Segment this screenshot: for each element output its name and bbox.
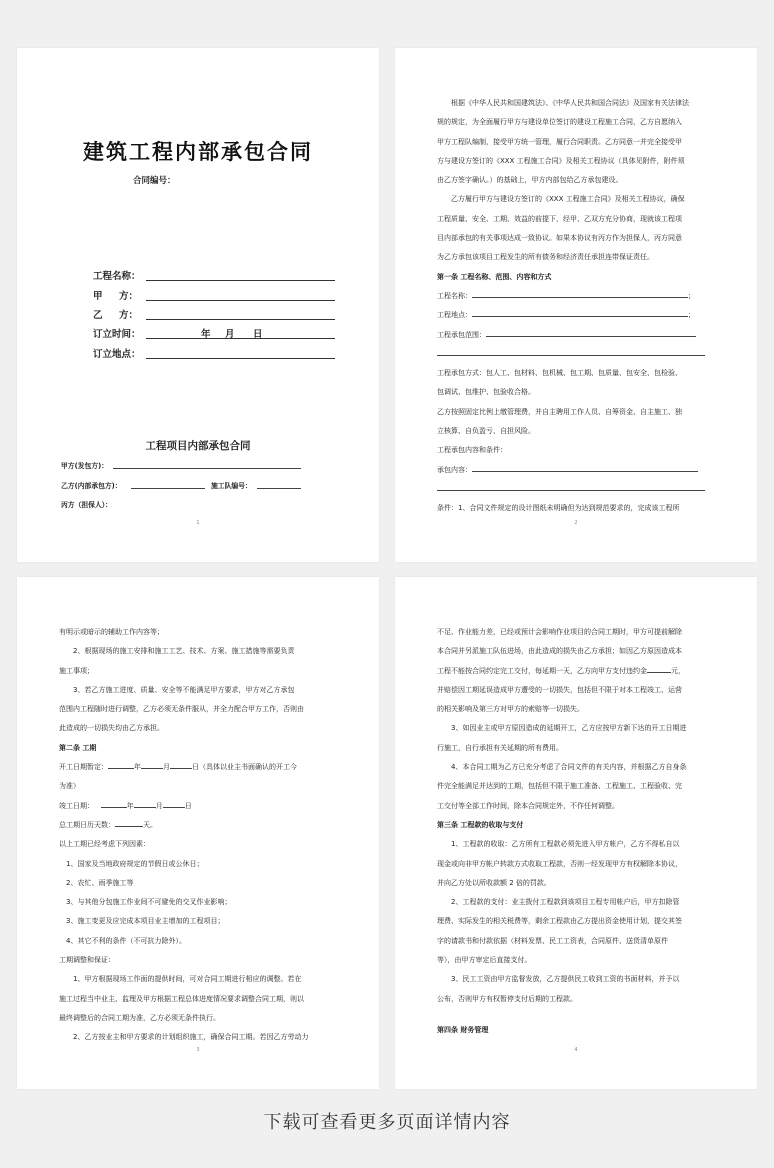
fill-line [472, 463, 698, 472]
text-line: 3、若乙方施工进度、质量、安全等不能满足甲方要求，甲方对乙方承包 [73, 685, 295, 694]
article-2-heading: 第二条 工期 [59, 743, 97, 752]
blank-line [437, 345, 715, 364]
label: 竣工日期： [59, 801, 94, 810]
page-number: 2 [574, 520, 578, 526]
text-line: 工程承包内容和条件： [437, 446, 507, 455]
text-line: 1、工程款的收取：乙方所有工程款必须先进入甲方帐户，乙方不得私自以 [451, 840, 680, 849]
article-1-heading: 第一条 工程名称、范围、内容和方式 [437, 272, 552, 281]
text-line: 本合同并另派施工队伍进场，由此造成的损失由乙方承担；如因乙方原因造成本 [437, 647, 682, 656]
project-site-line [437, 306, 715, 325]
total-days-line [59, 816, 337, 835]
text-line: 乙方履行甲方与建设方签订的《XXX 工程施工合同》及相关工程协议，确保 [451, 195, 685, 204]
party-c-label: 丙方（担保人）： [61, 501, 112, 509]
page-1-cover [17, 48, 379, 562]
page-number: 1 [196, 520, 200, 526]
day-label: 日 [184, 801, 192, 810]
year-label: 年 [134, 763, 141, 772]
contract-title: 建筑工程内部承包合同 [83, 140, 313, 164]
text-line: 4、其它不利的条件（不可抗力除外）。 [66, 936, 186, 945]
start-date-line [59, 758, 337, 777]
party-b-line [61, 480, 301, 490]
day-label: 日 [253, 329, 263, 340]
article-4-heading: 第四条 财务管理 [437, 1025, 489, 1034]
fill-line [486, 328, 696, 337]
text-line: 根据《中华人民共和国建筑法》、《中华人民共和国合同法》及国家有关法律法 [451, 99, 689, 107]
label: 开工日期暂定： [59, 763, 108, 772]
text-line: 目内部承包的有关事项达成一致协议。如果本协议有丙方作为担保人，丙方同意 [437, 234, 682, 243]
fill-line [146, 338, 335, 339]
fill-line [437, 347, 705, 356]
fill-line [437, 482, 705, 491]
fill-line [257, 488, 301, 489]
contract-content-line [437, 461, 715, 480]
text-line: 施工过程当中业主、监理及甲方根据工程总体进度情况要求调整合同工期，则以 [59, 994, 304, 1003]
text-line: 3、与其他分包施工作业间不可避免的交叉作业影响； [66, 898, 232, 907]
fill-line [472, 308, 688, 317]
text-line: 字的请款书和付款依据（材料发票、民工工资表，合同原件、送货清单原件 [437, 936, 668, 945]
text-line: 2、根据现场的施工安排和施工工艺、技术、方案、施工措施等需要负责 [73, 647, 295, 656]
text-line: 乙方按照固定比例上缴管理费，并自主聘用工作人员、自筹资金、自主施工、独 [437, 407, 682, 416]
text-line: 3、施工变更及应完成本项目业主增加的工程项目； [66, 917, 225, 926]
party-a-label: 甲方(发包方)： [61, 462, 108, 470]
project-scope-line [437, 326, 715, 345]
page-3 [17, 577, 379, 1089]
field-label: 工程名称： [93, 271, 141, 282]
sub-title: 工程项目内部承包合同 [145, 440, 251, 452]
text-line: 为乙方承包该项目工程发生的所有债务和经济责任承担连带保证责任。 [437, 253, 654, 262]
page-number: 3 [196, 1047, 200, 1053]
text-line: 公布，否则甲方有权暂停支付后期的工程款。 [437, 994, 577, 1003]
text-line: 最终调整后的合同工期为准，乙方必须无条件执行。 [59, 1013, 220, 1022]
text-line: 理费、实际发生的相关税费等，剩余工程款由乙方提出资金使用计划，提交其签 [437, 917, 682, 926]
field-project-name [93, 268, 343, 282]
fill-line [131, 488, 205, 489]
fill-line [146, 300, 335, 301]
fill-line [146, 319, 335, 320]
label: 工程不能按合同约定完工交付，每延期一天，乙方向甲方支付违约金 [437, 666, 647, 675]
fill-line [115, 818, 143, 827]
text-line: 并向乙方处以所收款额 2 倍的罚款。 [437, 878, 551, 887]
page-2-body [437, 94, 715, 519]
field-label: 订立时间： [93, 329, 141, 340]
label: 工程地点： [437, 311, 472, 320]
party-a-line [61, 460, 301, 470]
text-line: 工程质量、安全、工期、效益的前提下，经甲、乙双方充分协商，现就该工程项 [437, 214, 682, 223]
text-line: 3、如因业主或甲方原因造成的延期开工，乙方应按甲方新下达的开工日期进 [451, 724, 687, 733]
month-label: 月 [225, 329, 235, 340]
fill-line [472, 289, 688, 298]
text-line: 并赔偿因工期延误造成甲方遭受的一切损失，包括但不限于对本工程竣工、运营 [437, 685, 682, 694]
project-name-line [437, 287, 715, 306]
fill-line [170, 760, 192, 769]
text-line: 施工事项； [59, 666, 94, 675]
text-line: 范围内工程随时进行调整，乙方必须无条件服从，并全力配合甲方工作，否则由 [59, 705, 304, 714]
label: 工程名称： [437, 291, 472, 300]
text-line: 行施工，自行承担有关延期的所有费用。 [437, 743, 563, 752]
text-line: 为准） [59, 782, 80, 791]
end-date-line [59, 797, 337, 816]
text-line: 此造成的一切损失均由乙方承担。 [59, 724, 164, 733]
penalty-line [437, 662, 715, 681]
label: 工程承包范围： [437, 330, 486, 339]
semicolon: ； [688, 291, 695, 300]
field-party-b [93, 307, 343, 321]
fill-line [647, 664, 671, 673]
text-line: 等），由甲方审定后直接支付。 [437, 956, 532, 965]
year-label: 年 [201, 329, 211, 340]
semicolon: ； [688, 311, 695, 320]
month-label: 月 [155, 801, 163, 810]
fill-line [108, 760, 134, 769]
days-unit: 天。 [143, 820, 157, 829]
party-b-label: 乙方(内部承包方)： [61, 482, 122, 490]
fill-line [146, 358, 335, 359]
field-label: 乙 方： [93, 310, 139, 321]
text-line: 工交付等全部工作时间，除本合同规定外，不作任何调整。 [437, 801, 619, 810]
fill-line [134, 799, 156, 808]
page-3-body [59, 623, 337, 1048]
field-party-a [93, 288, 343, 302]
text-line: 2、工程款的支付：业主拨付工程款到该项目工程专用帐户后，甲方扣除管 [451, 898, 680, 907]
text-line: 现金或向非甲方帐户转款方式收取工程款，否则一经发现甲方有权解除本协议， [437, 859, 682, 868]
year-label: 年 [126, 801, 134, 810]
text-line: 2、农忙、雨季施工等 [66, 878, 134, 887]
contract-number-label: 合同编号： [133, 176, 176, 186]
page-2 [395, 48, 757, 562]
text-line: 方与建设方签订的《XXX 工程施工合同》及相关工程协议（具体见附件，附件须 [437, 156, 685, 165]
team-number-label: 施工队编号： [211, 482, 252, 490]
text-line: 条件：1、合同文件规定的设计图纸未明确但为达到规范要求的，完成该工程所 [437, 504, 680, 513]
text-line: 工程承包方式：包人工、包材料、包机械、包工期、包质量、包安全、包检验、 [437, 369, 682, 378]
text-line: 2、乙方按业主和甲方要求的计划组织施工，确保合同工期。若因乙方劳动力 [73, 1033, 309, 1042]
party-c-line [61, 499, 301, 509]
article-3-heading: 第三条 工程款的收取与支付 [437, 820, 524, 829]
field-label: 订立地点： [93, 349, 141, 360]
fill-line [163, 799, 185, 808]
download-more-prompt[interactable]: 下载可查看更多页面详情内容 [263, 1112, 511, 1133]
month-label: 月 [163, 763, 170, 772]
text-line: 不足、作业能力差，已经或预计会影响作业项目的合同工期时，甲方可提前解除 [437, 628, 682, 636]
page-4-body [437, 623, 715, 1040]
text-line: 规的规定，为全面履行甲方与建设单位签订的建设工程施工合同，乙方自愿纳入 [437, 118, 682, 127]
text-line: 件完全能满足并达到的工期，包括但不限于施工准备、工程施工、工程验收、完 [437, 782, 682, 791]
label: 承包内容： [437, 465, 472, 474]
field-label: 甲 方： [93, 291, 139, 302]
fill-line [101, 799, 127, 808]
text-line: 的相关影响及第三方对甲方的索赔等一切损失。 [437, 705, 584, 714]
text-line: 1、甲方根据现场工作面的提供时间，可对合同工期进行相应的调整。若在 [73, 975, 302, 984]
fill-line [141, 760, 163, 769]
text-line: 由乙方签字确认。）的基础上，甲方内部包给乙方承包建设。 [437, 176, 623, 185]
start-date-tail: 日（具体以业主书面确认的开工今 [192, 763, 297, 772]
text-line: 3、民工工资由甲方监督发放，乙方提供民工收到工资的书面材料，并予以 [451, 975, 680, 984]
page-4 [395, 577, 757, 1089]
text-line: 4、本合同工期为乙方已充分考虑了合同文件的有关内容，并根据乙方自身条 [451, 763, 687, 772]
blank-line [437, 480, 715, 499]
text-line: 包调试、包维护、包验收合格。 [437, 388, 535, 397]
text-line: 甲方工程队编制，接受甲方统一管理，履行合同职责。乙方同意一并完全接受甲 [437, 137, 682, 146]
field-sign-place [93, 346, 343, 360]
label: 总工期日历天数： [59, 820, 115, 829]
text-line: 立核算、自负盈亏、自担风险。 [437, 427, 535, 436]
field-sign-date [93, 326, 343, 340]
fill-line [146, 280, 335, 281]
text-line: 有明示或暗示的辅助工作内容等； [59, 628, 164, 636]
penalty-unit: 元， [671, 666, 685, 675]
fill-line [113, 468, 301, 469]
text-line: 以上工期已经考虑下列因素： [59, 840, 150, 849]
text-line: 工期调整和保证： [59, 956, 115, 965]
text-line: 1、国家及当地政府规定的节假日或公休日； [66, 859, 204, 868]
page-number: 4 [574, 1047, 578, 1053]
